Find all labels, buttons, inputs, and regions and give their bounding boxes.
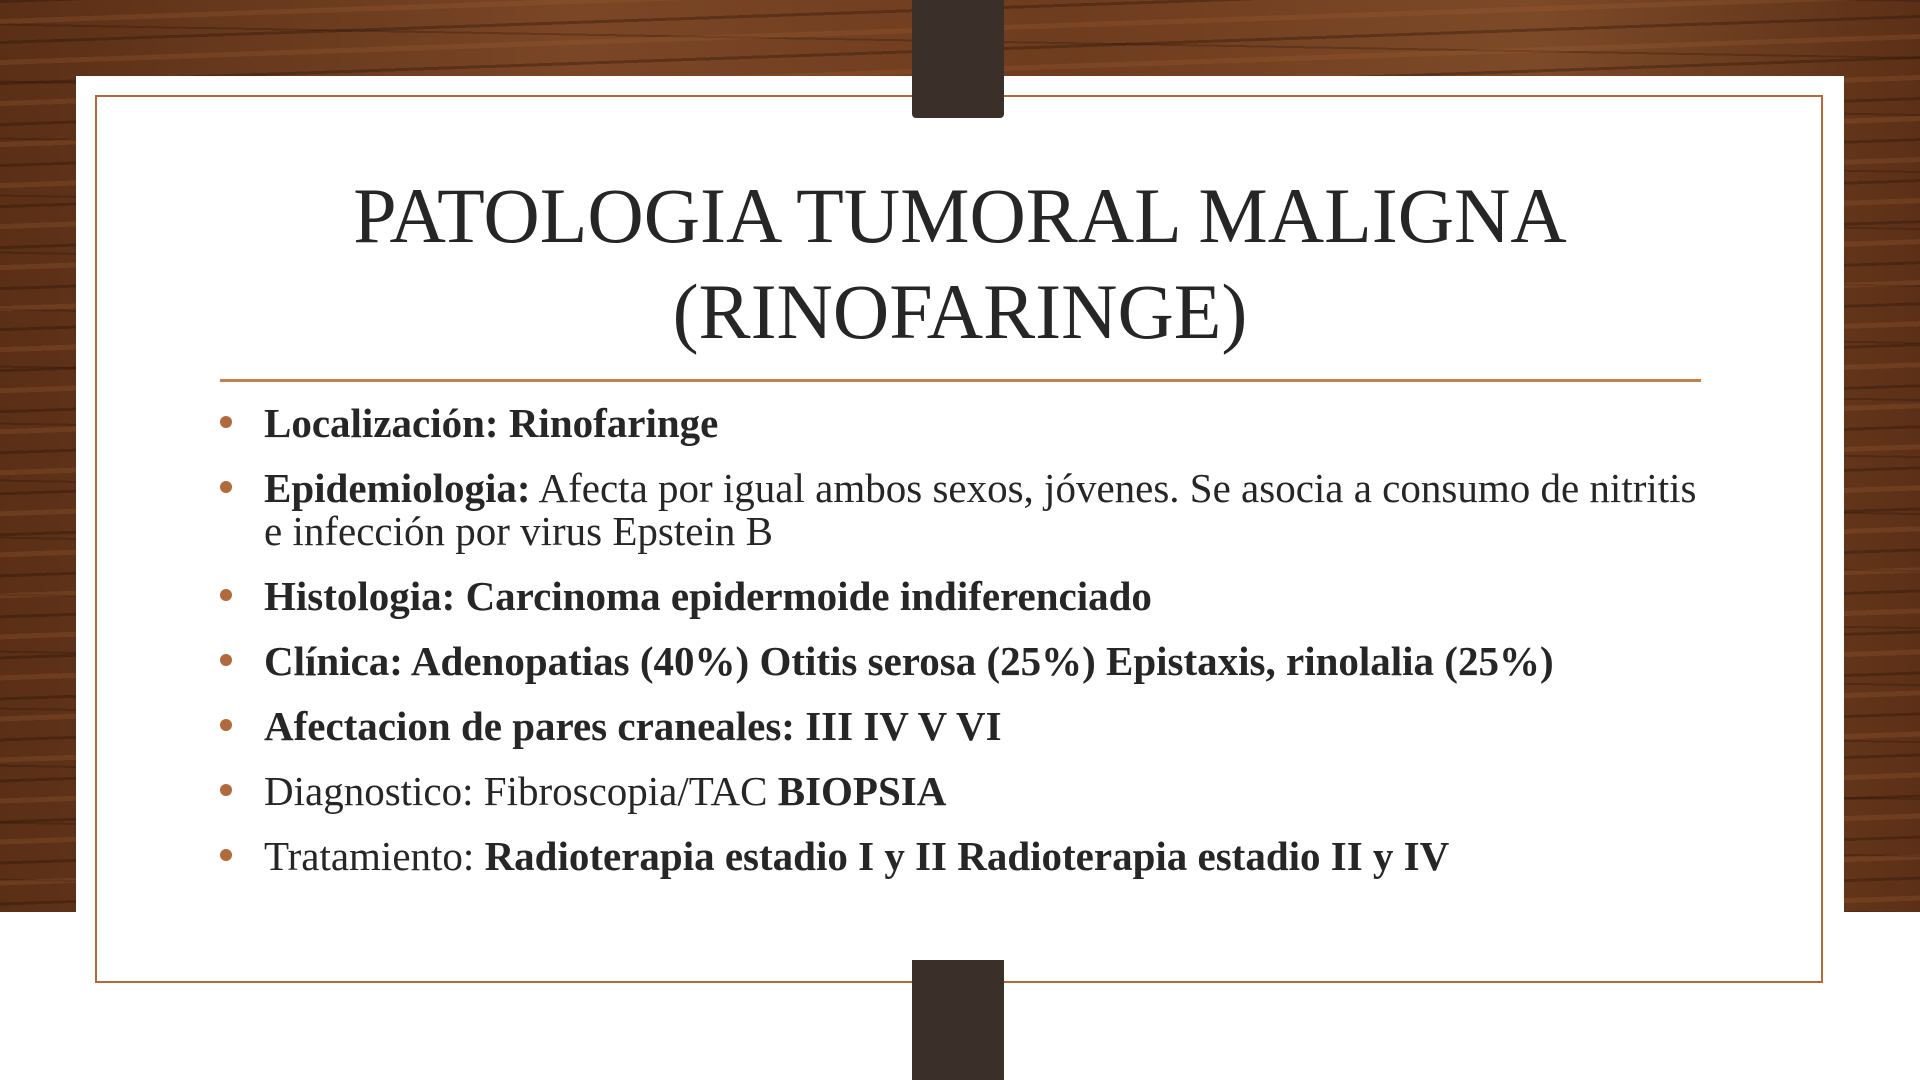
bullet-dot-icon — [220, 481, 232, 493]
bullet-bold-text: Afectacion de pares craneales: III IV V VI — [264, 703, 1002, 749]
title-line-2: (RINOFARINGE) — [672, 268, 1248, 355]
bullet-epidemiologia — [220, 467, 1700, 553]
top-clip — [912, 0, 1004, 118]
bullet-dot-icon — [220, 654, 232, 666]
bullet-bold-text: Epidemiologia: — [264, 465, 531, 511]
bullet-list — [220, 402, 1700, 900]
title-line-1: PATOLOGIA TUMORAL MALIGNA — [353, 172, 1567, 259]
bullet-bold-text: Clínica: Adenopatias (40%) Otitis serosa (25%) Epistaxis, rinolalia (25%) — [264, 638, 1554, 684]
bullet-regular-text: Afecta por igual ambos sexos, jóvenes. Se asocia a consumo de nitritis e infección por virus Epstein B — [264, 465, 1697, 554]
bullet-bold-tail: BIOPSIA — [777, 768, 947, 814]
bullet-regular-text: Tratamiento: — [264, 833, 485, 879]
bullet-dot-icon — [220, 784, 232, 796]
bullet-tratamiento — [220, 835, 1700, 878]
bottom-clip — [912, 960, 1004, 1080]
bullet-dot-icon — [220, 849, 232, 861]
title-divider — [220, 379, 1701, 382]
bullet-localizacion — [220, 402, 1700, 445]
bullet-histologia — [220, 575, 1700, 618]
bullet-regular-text: Diagnostico: Fibroscopia/TAC — [264, 768, 778, 814]
bullet-diagnostico — [220, 770, 1700, 813]
bullet-pares-craneales — [220, 705, 1700, 748]
bullet-bold-tail: Radioterapia estadio I y II Radioterapia estadio II y IV — [484, 833, 1450, 879]
bullet-bold-text: Localización: Rinofaringe — [264, 400, 719, 446]
bullet-dot-icon — [220, 416, 232, 428]
bullet-bold-text: Histologia: Carcinoma epidermoide indiferenciado — [264, 573, 1152, 619]
slide-title — [220, 168, 1700, 360]
bullet-dot-icon — [220, 719, 232, 731]
bullet-dot-icon — [220, 589, 232, 601]
bullet-clinica — [220, 640, 1700, 683]
